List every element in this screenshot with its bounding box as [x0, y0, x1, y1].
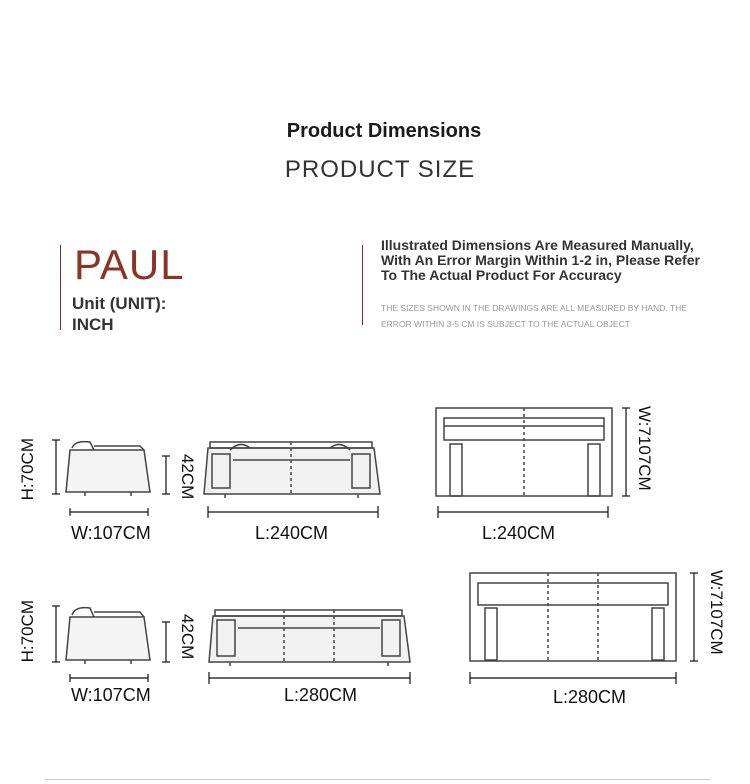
front-length-label-1: L:240CM	[255, 523, 329, 543]
front-length-label-2: L:280CM	[284, 685, 358, 705]
sofa-side-view-1	[66, 442, 150, 496]
unit-label: Unit (UNIT):	[72, 294, 167, 313]
section-subtitle: PRODUCT SIZE	[284, 156, 476, 183]
top-length-label-1: L:240CM	[482, 523, 556, 543]
side-height-label-1: H:70CM	[18, 438, 37, 501]
side-width-label-1: W:107CM	[71, 523, 151, 543]
model-name: PAUL	[74, 241, 185, 288]
side-height-label-2: H:70CM	[18, 600, 37, 663]
measurement-note-sub: THE SIZES SHOWN IN THE DRAWINGS ARE ALL MEASURED BY HAND. THE ERROR WITHIN 3-5 CM IS SUBJECT TO THE ACTUAL OBJECT	[381, 303, 687, 329]
sofa-front-view-1	[204, 442, 380, 498]
top-depth-label-1: W:7107CM	[635, 406, 654, 491]
sofa-side-view-2	[66, 608, 150, 664]
top-length-label-2: L:280CM	[553, 687, 627, 707]
unit-value: INCH	[72, 315, 114, 334]
seat-height-label-2: 42CM	[178, 614, 197, 660]
side-width-label-2: W:107CM	[71, 685, 151, 705]
sofa-top-view-1	[436, 408, 612, 496]
seat-height-label-1: 42CM	[178, 454, 197, 500]
top-depth-label-2: W:7107CM	[707, 570, 726, 655]
measurement-note: Illustrated Dimensions Are Measured Manually, With An Error Margin Within 1-2 in, Please Refer To The Actual Product For Accuracy	[381, 237, 700, 283]
sofa-top-view-2	[470, 573, 676, 661]
footer-divider	[45, 779, 710, 780]
sofa-front-view-2	[209, 610, 410, 666]
section-title: Product Dimensions	[286, 120, 482, 142]
